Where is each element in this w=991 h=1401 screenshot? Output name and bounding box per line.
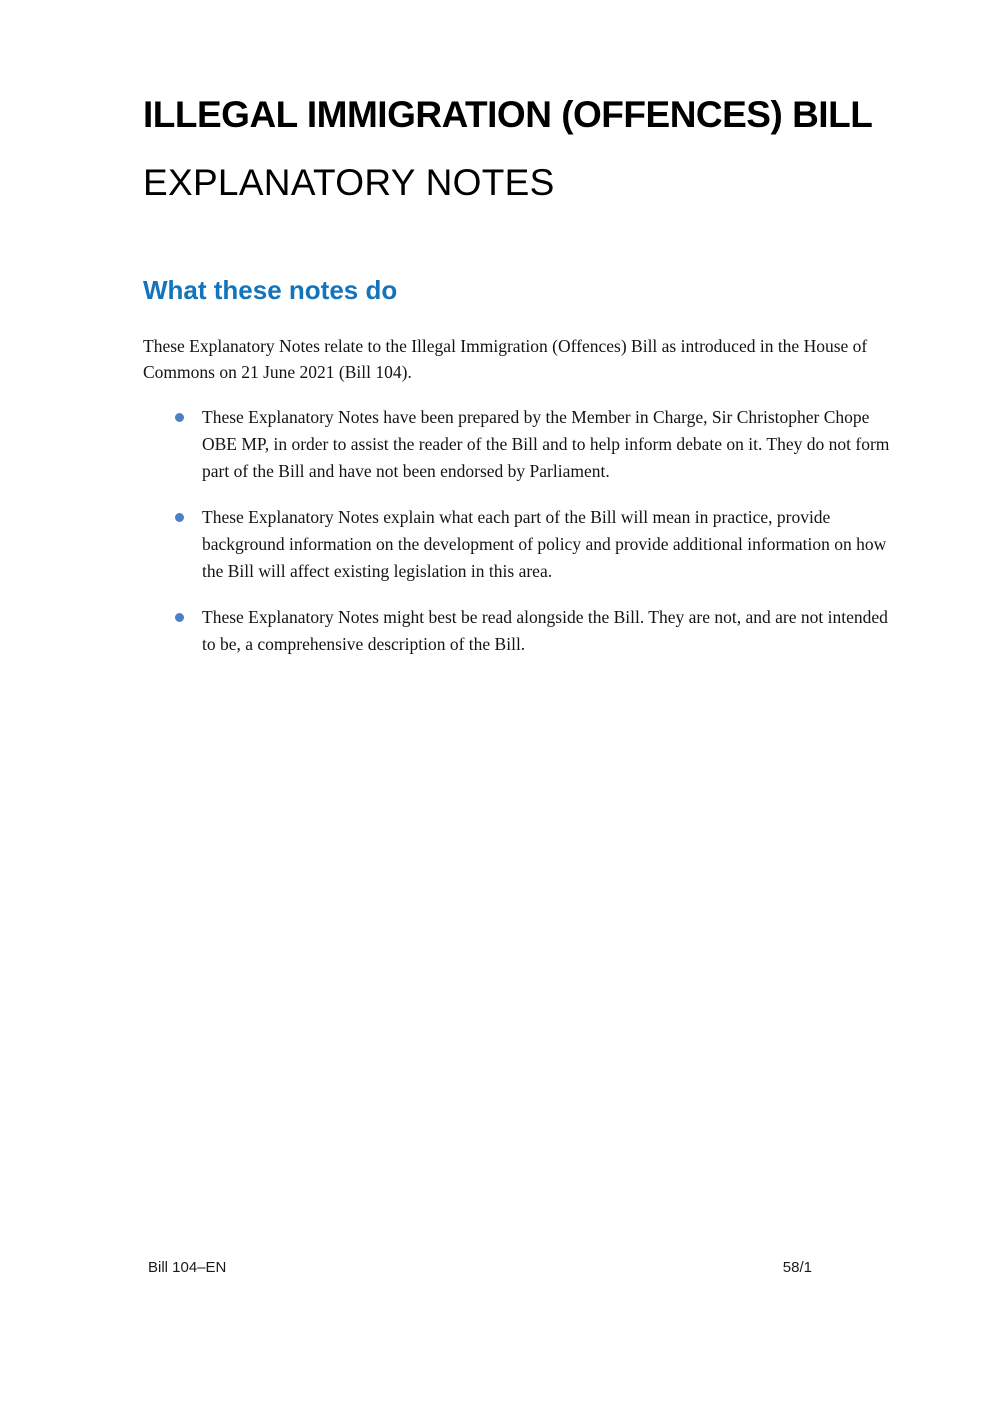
- document-content: [0, 0, 991, 658]
- page-reference: 58/1: [782, 1259, 812, 1276]
- bullet-text: These Explanatory Notes have been prepared by the Member in Charge, Sir Christopher Chope OBE MP, in order to assist the reader of the Bill and to help inform debate on it. They do not form part of the Bill and have not been endorsed by Parliament.: [202, 407, 890, 482]
- bullet-text: These Explanatory Notes explain what each part of the Bill will mean in practice, provide background information on the development of policy and provide additional information on how the Bill will affect existing legislation in this area.: [202, 507, 887, 582]
- bullet-text: These Explanatory Notes might best be read alongside the Bill. They are not, and are not intended to be, a comprehensive description of the Bill.: [202, 607, 888, 655]
- section-heading: What these notes do: [143, 274, 398, 305]
- bill-number: Bill 104–EN: [148, 1259, 227, 1276]
- list-item: [143, 504, 896, 585]
- bullet-icon: [175, 413, 184, 422]
- document-title: ILLEGAL IMMIGRATION (OFFENCES) BILL: [143, 94, 873, 135]
- page-footer: [0, 1259, 991, 1283]
- document-subtitle: EXPLANATORY NOTES: [143, 161, 555, 203]
- intro-paragraph: These Explanatory Notes relate to the Illegal Immigration (Offences) Bill as introduced in the House of Commons on 21 June 2021 (Bill 104).: [143, 336, 868, 383]
- bullet-list: [143, 404, 896, 658]
- list-item: [143, 404, 896, 485]
- bullet-icon: [175, 513, 184, 522]
- bullet-icon: [175, 613, 184, 622]
- list-item: [143, 604, 896, 658]
